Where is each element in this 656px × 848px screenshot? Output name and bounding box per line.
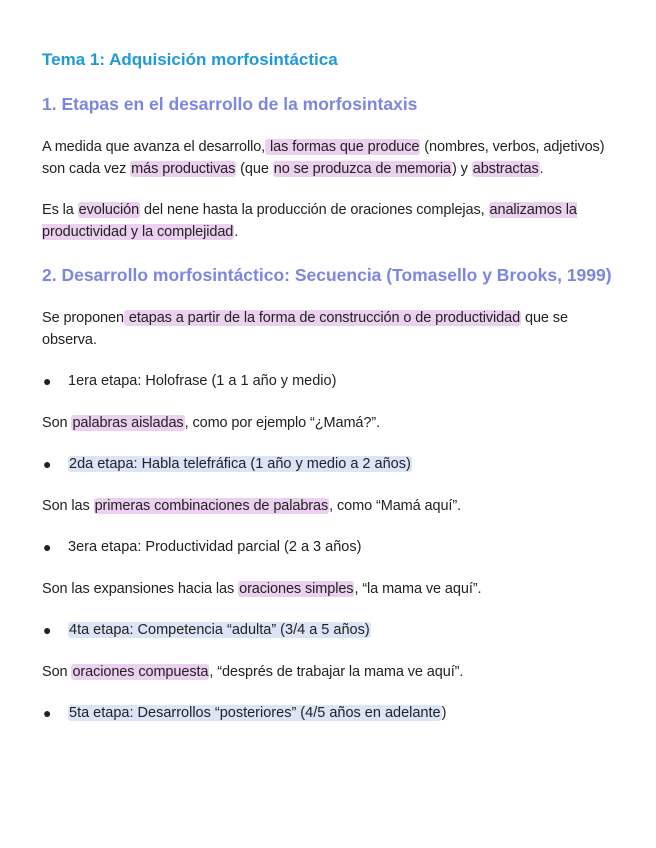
bullet-icon: ● xyxy=(43,456,52,472)
text-run: , “després de trabajar la mama ve aquí”. xyxy=(209,663,464,680)
stage-1-description xyxy=(42,413,614,435)
stage-3-list xyxy=(42,537,614,559)
stage-label: 1era etapa: Holofrase (1 a 1 año y medio) xyxy=(68,373,337,389)
text-run: Son xyxy=(42,414,72,431)
highlight-las-formas: las formas que produce xyxy=(266,139,420,155)
text-run: A medida que avanza el desarrollo, xyxy=(42,139,266,155)
text-run: Es la xyxy=(42,202,78,218)
stage-label: 3era etapa: Productividad parcial (2 a 3 años) xyxy=(68,539,362,555)
highlight-oraciones-compuesta: oraciones compuesta xyxy=(72,663,209,680)
highlight-productividad-complejidad: analizamos la productividad y la complejidad xyxy=(42,202,577,240)
document-title: Tema 1: Adquisición morfosintáctica xyxy=(42,50,338,69)
highlight-etapas: etapas a partir de la forma de construcción o de productividad xyxy=(124,310,521,326)
highlight-evolucion: evolución xyxy=(78,202,140,218)
text-run: Se proponen xyxy=(42,310,124,326)
stage-2-list xyxy=(42,454,614,476)
stage-label: 5ta etapa: Desarrollos “posteriores” (4/5 años en adelante xyxy=(69,705,441,721)
text-run: . xyxy=(234,223,239,240)
highlight-no-memoria: no se produzca de memoria xyxy=(273,160,451,177)
stage-5-list xyxy=(42,703,614,725)
section-1-heading: 1. Etapas en el desarrollo de la morfosintaxis xyxy=(42,94,418,114)
stage-1-list xyxy=(42,371,614,393)
bullet-icon: ● xyxy=(43,705,52,721)
list-item xyxy=(42,371,614,393)
stage-label: 4ta etapa: Competencia “adulta” (3/4 a 5 años) xyxy=(69,622,370,638)
document-page xyxy=(42,50,614,745)
highlight-oraciones-simples: oraciones simples xyxy=(239,580,354,597)
bullet-icon: ● xyxy=(43,373,52,389)
list-item xyxy=(42,454,614,476)
list-item xyxy=(42,537,614,559)
text-run: (nombres, verbos, adjetivos) son cada vez xyxy=(42,139,605,177)
text-run: , como por ejemplo “¿Mamá?”. xyxy=(184,414,381,431)
stage-3-description xyxy=(42,579,614,601)
highlight-abstractas: abstractas xyxy=(472,160,539,177)
stage-label: 2da etapa: Habla telefráfica (1 año y medio a 2 años) xyxy=(69,456,411,472)
list-item xyxy=(42,620,614,642)
highlight-palabras-aisladas: palabras aisladas xyxy=(72,414,184,431)
highlight-mas-productivas: más productivas xyxy=(131,160,236,177)
text-run: Son las expansiones hacia las xyxy=(42,580,239,597)
stage-2-description xyxy=(42,496,614,518)
bullet-icon: ● xyxy=(43,539,52,555)
text-run: que se observa. xyxy=(42,310,568,348)
highlight-primeras-combinaciones: primeras combinaciones de palabras xyxy=(94,497,329,514)
bullet-icon: ● xyxy=(43,622,52,638)
list-item xyxy=(42,703,614,725)
text-run: (que xyxy=(236,160,273,177)
text-run: , “la mama ve aquí”. xyxy=(354,580,482,597)
text-run: . xyxy=(539,160,544,177)
section-1-paragraph-1 xyxy=(42,137,614,180)
text-run: , como “Mamá aquí”. xyxy=(329,497,462,514)
section-2-heading: 2. Desarrollo morfosintáctico: Secuencia (Tomasello y Brooks, 1999) xyxy=(42,265,612,285)
stage-4-description xyxy=(42,662,614,684)
text-run: ) xyxy=(441,705,447,721)
text-run: Son xyxy=(42,663,72,680)
text-run: Son las xyxy=(42,497,94,514)
section-2-intro xyxy=(42,308,614,351)
text-run: del nene hasta la producción de oraciones complejas, xyxy=(140,202,489,218)
section-1-paragraph-2 xyxy=(42,200,614,243)
text-run: ) y xyxy=(451,160,472,177)
stage-4-list xyxy=(42,620,614,642)
